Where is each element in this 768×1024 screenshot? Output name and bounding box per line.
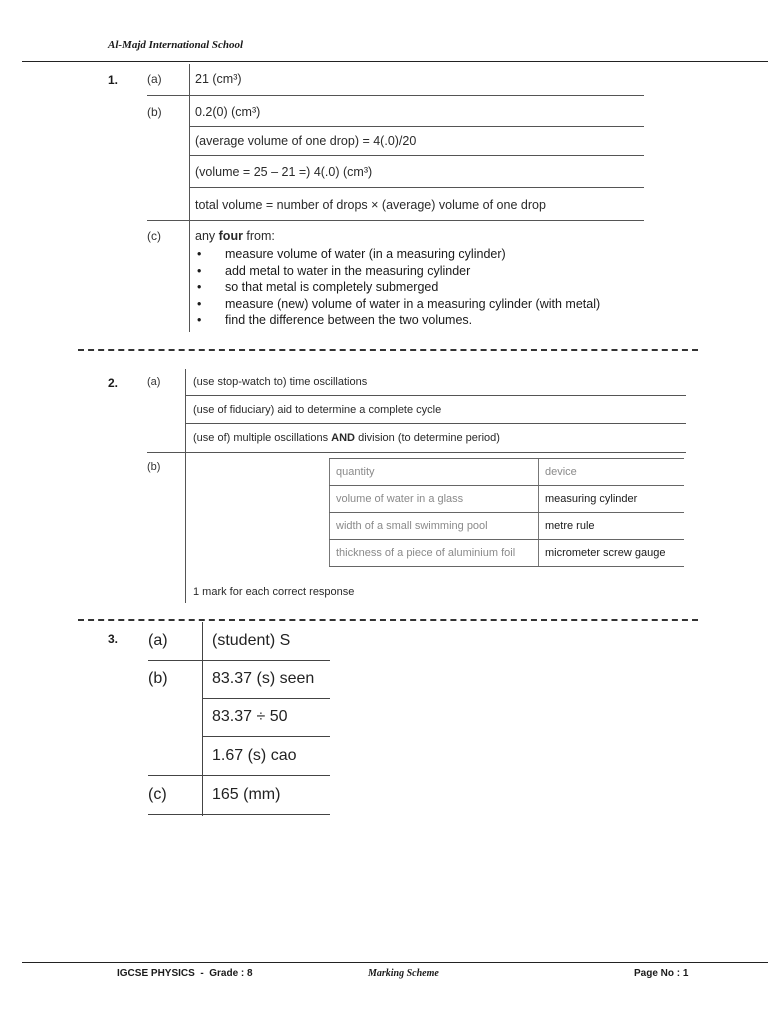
q1-c-intro-bold: four [218,229,243,243]
q3-part-c-label: (c) [148,786,167,803]
school-name: Al-Majd International School [108,39,244,51]
q1-b-row-3: (volume = 25 – 21 =) 4(.0) (cm³) [195,165,373,179]
q2-number: 2. [108,376,119,390]
q2-divider [185,369,186,453]
q1-c-intro-text: from: [242,229,275,243]
list-item: • measure (new) volume of water in a measuring cylinder (with metal) [195,296,645,313]
table-header-device: device [539,459,685,486]
section-divider [78,619,698,621]
q2-separator [185,423,686,424]
table-row [330,459,685,486]
table-cell-quantity: volume of water in a glass [330,486,539,513]
q3-number: 3. [108,632,119,646]
q1-b-row-1: 0.2(0) (cm³) [195,105,261,119]
footer-rule [22,962,768,963]
q2-part-a-label: (a) [147,376,161,388]
q1-c-intro-text: any [195,229,219,243]
q1-part-a-label: (a) [147,72,162,86]
q3-separator [202,736,330,737]
q1-c-points [195,246,645,329]
table-row [330,513,685,540]
q3-divider [202,622,203,816]
list-item: • measure volume of water (in a measuring cylinder) [195,246,645,263]
q1-separator [147,95,644,96]
q1-a-answer: 21 (cm³) [195,72,242,86]
q2-a-row-3-text: division (to determine period) [355,432,500,444]
table-cell-quantity: thickness of a piece of aluminium foil [330,540,539,567]
section-divider [78,349,698,351]
q2-mark-note: 1 mark for each correct response [193,586,355,598]
q1-separator [189,155,644,156]
q3-part-b-label: (b) [148,670,168,687]
q1-number: 1. [108,73,119,87]
q3-a-answer: (student) S [212,632,291,649]
q1-separator [189,126,644,127]
q2-divider [185,453,186,603]
quantity-device-table [329,458,684,567]
list-item: • add metal to water in the measuring cylinder [195,263,645,280]
q1-separator [189,187,644,188]
q3-separator [202,698,330,699]
table-cell-device: metre rule [539,513,685,540]
list-item: • so that metal is completely submerged [195,279,645,296]
q1-answer-table [147,64,644,334]
q1-divider [189,64,190,332]
q1-b-row-2: (average volume of one drop) = 4(.0)/20 [195,134,417,148]
q2-a-row-3 [193,432,500,444]
q3-separator [148,660,330,661]
q2-part-b-label: (b) [147,461,161,473]
q3-b-row-3: 1.67 (s) cao [212,747,297,764]
q2-separator [185,395,686,396]
q3-b-row-1: 83.37 (s) seen [212,670,315,687]
table-header-quantity: quantity [330,459,539,486]
q1-b-row-4: total volume = number of drops × (average) volume of one drop [195,198,546,212]
table-cell-device: micrometer screw gauge [539,540,685,567]
q1-c-intro [195,229,275,243]
footer-doc-type: Marking Scheme [368,968,439,979]
q2-a-row-3-bold: AND [331,432,356,444]
q3-part-a-label: (a) [148,632,168,649]
table-cell-device: measuring cylinder [539,486,685,513]
q2-a-row-1: (use stop-watch to) time oscillations [193,376,368,388]
footer-subject: IGCSE PHYSICS - Grade : 8 [117,968,253,979]
header-rule [22,61,768,62]
table-cell-quantity: width of a small swimming pool [330,513,539,540]
footer-page-number: Page No : 1 [634,968,689,979]
q2-separator [147,452,686,453]
q1-separator [147,220,644,221]
q1-part-b-label: (b) [147,105,162,119]
q1-part-c-label: (c) [147,229,161,243]
table-row [330,540,685,567]
q3-separator [148,814,330,815]
q3-b-row-2: 83.37 ÷ 50 [212,708,288,725]
q3-c-answer: 165 (mm) [212,786,281,803]
table-row [330,486,685,513]
q2-a-row-2: (use of fiduciary) aid to determine a complete cycle [193,404,442,416]
list-item: • find the difference between the two volumes. [195,312,645,329]
q2-a-row-3-text: (use of) multiple oscillations [193,432,332,444]
q3-separator [148,775,330,776]
